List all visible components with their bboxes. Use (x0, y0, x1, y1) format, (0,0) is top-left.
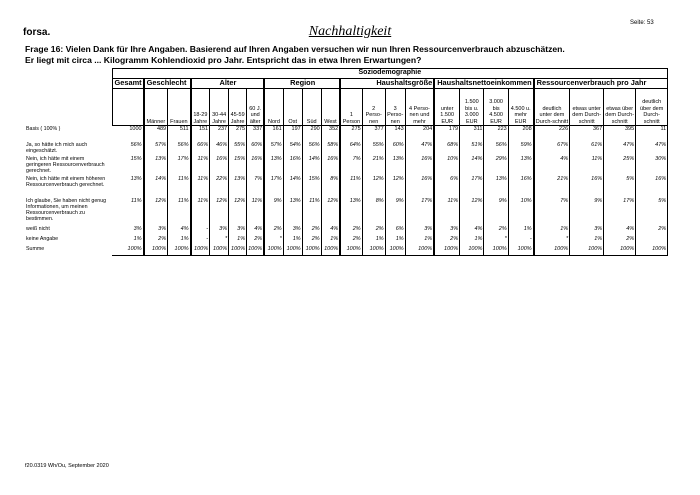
table-cell: 56% (484, 142, 508, 156)
results-table (25, 68, 668, 256)
table-cell: 13% (385, 156, 405, 176)
table-cell: 100% (508, 246, 533, 256)
table-cell: 5% (604, 176, 636, 198)
table-cell: 2% (247, 236, 265, 246)
table-cell: 13% (484, 176, 508, 198)
table-cell: 1% (321, 236, 340, 246)
table-cell: 17% (405, 198, 434, 226)
table-cell: 12% (362, 176, 385, 198)
table-cell: 56% (112, 142, 144, 156)
group-gesamt: Gesamt (112, 79, 144, 89)
table-cell: 55% (362, 142, 385, 156)
table-cell: 2% (636, 226, 668, 236)
table-cell: 100% (570, 246, 604, 256)
question-line-1: Frage 16: Vielen Dank für Ihre Angaben. Basierend auf Ihren Angaben versuchen wir nun Ihren Ressourcenverbrauch abzuschätzen. (25, 44, 565, 54)
table-cell: 46% (210, 142, 229, 156)
table-cell: 3% (570, 226, 604, 236)
table-cell: 57% (264, 142, 283, 156)
table-cell: 13% (283, 198, 302, 226)
table-cell: 179 (434, 126, 459, 142)
table-cell: 16% (570, 176, 604, 198)
table-cell: 100% (604, 246, 636, 256)
table-cell: 7% (534, 198, 570, 226)
table-cell: * (210, 236, 229, 246)
table-cell: 395 (604, 126, 636, 142)
table-cell: 12% (210, 198, 229, 226)
column-header: West (321, 89, 340, 126)
table-cell: 10% (508, 198, 533, 226)
table-cell: 489 (144, 126, 168, 142)
table-cell: 30% (636, 156, 668, 176)
table-cell: 15% (112, 156, 144, 176)
table-cell: 8% (362, 198, 385, 226)
column-header: deutlich über dem Durch-schnitt (636, 89, 668, 126)
table-cell: 204 (405, 126, 434, 142)
column-header: unter 1.500 EUR (434, 89, 459, 126)
column-header: Männer (144, 89, 168, 126)
table-cell: 143 (385, 126, 405, 142)
table-cell: 12% (144, 198, 168, 226)
table-cell: 100% (534, 246, 570, 256)
table-cell: 3% (210, 226, 229, 236)
table-cell: 21% (534, 176, 570, 198)
table-cell: 226 (534, 126, 570, 142)
table-cell: 59% (508, 142, 533, 156)
table-cell: 60% (385, 142, 405, 156)
table-cell: 2% (340, 226, 362, 236)
column-header: 30-44 Jahre (210, 89, 229, 126)
table-cell: 311 (460, 126, 484, 142)
table-row (25, 126, 668, 142)
table-cell: 14% (460, 156, 484, 176)
group-ressourcen: Ressourcenverbrauch pro Jahr (534, 79, 668, 89)
table-cell: 4% (534, 156, 570, 176)
table-cell: 1% (534, 226, 570, 236)
table-cell: 100% (247, 246, 265, 256)
table-cell: 100% (229, 246, 247, 256)
column-header: 60 J. und älter (247, 89, 265, 126)
table-cell: 1% (168, 236, 191, 246)
table-cell: 9% (570, 198, 604, 226)
table-cell: 2% (144, 236, 168, 246)
table-cell: 47% (405, 142, 434, 156)
table-cell: 13% (340, 198, 362, 226)
table-cell: 161 (264, 126, 283, 142)
table-cell: 56% (168, 142, 191, 156)
table-cell: 11% (570, 156, 604, 176)
table-cell: 237 (210, 126, 229, 142)
column-header: Ost (283, 89, 302, 126)
table-cell: 11% (340, 176, 362, 198)
table-cell: 2% (484, 226, 508, 236)
table-cell: 16% (636, 176, 668, 198)
table-cell: 223 (484, 126, 508, 142)
table-cell: 47% (636, 142, 668, 156)
column-header: Süd (302, 89, 321, 126)
table-row (25, 142, 668, 156)
table-cell: 197 (283, 126, 302, 142)
table-cell: 352 (321, 126, 340, 142)
group-alter: Alter (191, 79, 265, 89)
column-header: 1.500 bis u. 3.000 EUR (460, 89, 484, 126)
table-cell: 367 (570, 126, 604, 142)
table-cell: 6% (434, 176, 459, 198)
table-cell: 337 (247, 126, 265, 142)
table-cell: 5% (636, 198, 668, 226)
table-cell: 16% (321, 156, 340, 176)
table-cell: 13% (264, 156, 283, 176)
table-cell: * (534, 236, 570, 246)
table-cell: 100% (264, 246, 283, 256)
table-cell: 8% (321, 176, 340, 198)
table-cell: 13% (229, 176, 247, 198)
table-cell: 100% (191, 246, 210, 256)
table-cell: 64% (340, 142, 362, 156)
table-cell: 4% (321, 226, 340, 236)
table-row (25, 246, 668, 256)
table-cell: 377 (362, 126, 385, 142)
table-cell: 2% (604, 236, 636, 246)
page-number: Seite: 53 (630, 20, 654, 26)
table-cell: 100% (405, 246, 434, 256)
table-cell: 57% (144, 142, 168, 156)
table-cell: 16% (283, 156, 302, 176)
table-cell: 3% (229, 226, 247, 236)
table-cell: 13% (112, 176, 144, 198)
column-header: 1 Person (340, 89, 362, 126)
column-header: Frauen (168, 89, 191, 126)
table-cell: 16% (405, 156, 434, 176)
table-cell: 7% (340, 156, 362, 176)
table-cell: 100% (302, 246, 321, 256)
table-cell: 9% (484, 198, 508, 226)
table-cell: 13% (144, 156, 168, 176)
table-row (25, 236, 668, 246)
table-cell: 15% (302, 176, 321, 198)
table-cell: 55% (229, 142, 247, 156)
table-cell: 22% (210, 176, 229, 198)
soziodemographie-header: Soziodemographie (112, 69, 668, 79)
column-header: etwas unter dem Durch-schnitt (570, 89, 604, 126)
table-cell: 2% (362, 226, 385, 236)
table-cell: 100% (112, 246, 144, 256)
table-cell: 208 (508, 126, 533, 142)
table-cell: 100% (636, 246, 668, 256)
table-cell: 100% (434, 246, 459, 256)
table-cell: 12% (321, 198, 340, 226)
table-cell: 1% (362, 236, 385, 246)
table-cell: 12% (385, 176, 405, 198)
row-label: Basis ( 100% ) (26, 125, 61, 132)
column-header: Nord (264, 89, 283, 126)
table-cell: 11% (168, 198, 191, 226)
column-header: etwas über dem Durch-schnitt (604, 89, 636, 126)
table-cell: 100% (460, 246, 484, 256)
row-label: Nein, ich hätte mit einem höheren Ressourcenverbrauch gerechnet. (26, 175, 106, 188)
table-cell: 25% (604, 156, 636, 176)
table-cell: 16% (210, 156, 229, 176)
table-cell: 29% (484, 156, 508, 176)
table-cell: 11% (302, 198, 321, 226)
table-row (25, 198, 668, 226)
table-cell: 2% (264, 226, 283, 236)
group-geschlecht: Geschlecht (144, 79, 191, 89)
table-cell: 9% (264, 198, 283, 226)
table-cell: 9% (385, 198, 405, 226)
table-cell: 1% (385, 236, 405, 246)
table-cell: 56% (302, 142, 321, 156)
table-row (25, 156, 668, 176)
table-cell: 11% (434, 198, 459, 226)
table-cell: 2% (302, 226, 321, 236)
table-cell: 61% (570, 142, 604, 156)
question-line-2: Er liegt mit circa ... Kilogramm Kohlendioxid pro Jahr. Entspricht das in etwa Ihren Erwartungen? (25, 55, 422, 65)
group-region: Region (264, 79, 340, 89)
table-cell: 100% (362, 246, 385, 256)
table-cell: 4% (604, 226, 636, 236)
table-cell: 1% (508, 226, 533, 236)
row-label: weiß nicht (26, 225, 50, 232)
table-cell: 17% (460, 176, 484, 198)
table-cell: 100% (210, 246, 229, 256)
column-header: 3.000 bis 4.500 EUR (484, 89, 508, 126)
column-header: 4.500 u. mehr EUR (508, 89, 533, 126)
table-cell: 1% (112, 236, 144, 246)
table-cell: 2% (434, 236, 459, 246)
table-cell: 12% (460, 198, 484, 226)
column-header: 18-29 Jahre (191, 89, 210, 126)
column-header: 2 Perso-nen (362, 89, 385, 126)
table-cell: * (264, 236, 283, 246)
table-cell: 11% (191, 156, 210, 176)
table-cell: 511 (168, 126, 191, 142)
table-cell: 3% (112, 226, 144, 236)
table-cell: 16% (405, 176, 434, 198)
row-label: Ich glaube, Sie haben nicht genug Informationen, um meinen Ressourcenverbrauch zu bestimmen. (26, 197, 107, 222)
brand-logo: forsa. (23, 27, 51, 38)
table-cell: 100% (484, 246, 508, 256)
table-cell: 4% (460, 226, 484, 236)
table-cell: - (508, 236, 533, 246)
table-cell: 10% (434, 156, 459, 176)
table-cell: - (191, 226, 210, 236)
row-label: keine Angabe (26, 235, 59, 242)
table-cell (636, 236, 668, 246)
table-cell: 1% (405, 236, 434, 246)
table-cell: 100% (385, 246, 405, 256)
table-cell: 11% (191, 176, 210, 198)
table-cell: 11% (168, 176, 191, 198)
group-einkommen: Haushaltsnettoeinkommen (434, 79, 533, 89)
table-cell: 1% (283, 236, 302, 246)
table-cell: * (484, 236, 508, 246)
column-header: deutlich unter dem Durch-schnitt (534, 89, 570, 126)
page-title: Nachhaltigkeit (308, 24, 392, 39)
table-cell: 3% (434, 226, 459, 236)
table-cell: 54% (283, 142, 302, 156)
table-cell: 1% (460, 236, 484, 246)
column-header (112, 89, 144, 126)
table-cell: 17% (604, 198, 636, 226)
table-cell: 1% (570, 236, 604, 246)
table-cell: 60% (247, 142, 265, 156)
table-cell: 2% (302, 236, 321, 246)
table-cell: 1% (229, 236, 247, 246)
table-cell: 14% (144, 176, 168, 198)
table-cell: 47% (604, 142, 636, 156)
table-cell: 15% (229, 156, 247, 176)
table-cell: 100% (144, 246, 168, 256)
table-cell: 100% (321, 246, 340, 256)
table-cell: 13% (508, 156, 533, 176)
table-cell: 11% (191, 198, 210, 226)
table-cell: 16% (247, 156, 265, 176)
table-cell: 3% (405, 226, 434, 236)
table-cell: 3% (283, 226, 302, 236)
table-cell: 14% (283, 176, 302, 198)
table-cell: 14% (302, 156, 321, 176)
table-cell: 151 (191, 126, 210, 142)
table-cell: 290 (302, 126, 321, 142)
table-cell: 11% (112, 198, 144, 226)
table-cell: 12% (229, 198, 247, 226)
column-header: 4 Perso-nen und mehr (405, 89, 434, 126)
table-cell: 100% (168, 246, 191, 256)
table-cell: 11 (636, 126, 668, 142)
table-cell: 4% (247, 226, 265, 236)
row-label: Summe (26, 245, 45, 252)
table-cell: 4% (168, 226, 191, 236)
table-cell: 67% (534, 142, 570, 156)
table-cell: 17% (264, 176, 283, 198)
table-cell: 68% (434, 142, 459, 156)
row-label: Nein, ich hätte mit einem geringeren Ressourcenverbrauch gerechnet. (26, 155, 105, 174)
table-cell: 51% (460, 142, 484, 156)
table-cell: 100% (340, 246, 362, 256)
table-cell: 6% (385, 226, 405, 236)
table-cell: 2% (340, 236, 362, 246)
table-cell: 100% (283, 246, 302, 256)
table-cell: 275 (229, 126, 247, 142)
group-haushaltsgroesse: Haushaltsgröße (340, 79, 434, 89)
table-cell: 66% (191, 142, 210, 156)
row-label: Ja, so hätte ich mich auch eingeschätzt. (26, 141, 88, 154)
footer-note: f20.0319 Wh/Ou, September 2020 (25, 463, 109, 469)
table-cell: - (191, 236, 210, 246)
table-cell: 21% (362, 156, 385, 176)
table-cell: 275 (340, 126, 362, 142)
table-cell: 58% (321, 142, 340, 156)
table-row (25, 176, 668, 198)
table-cell: 11% (247, 198, 265, 226)
table-cell: 1000 (112, 126, 144, 142)
column-header: 45-59 Jahre (229, 89, 247, 126)
column-header: 3 Perso-nen (385, 89, 405, 126)
table-cell: 3% (144, 226, 168, 236)
table-cell: 16% (508, 176, 533, 198)
table-row (25, 226, 668, 236)
table-cell: 17% (168, 156, 191, 176)
table-cell: 7% (247, 176, 265, 198)
